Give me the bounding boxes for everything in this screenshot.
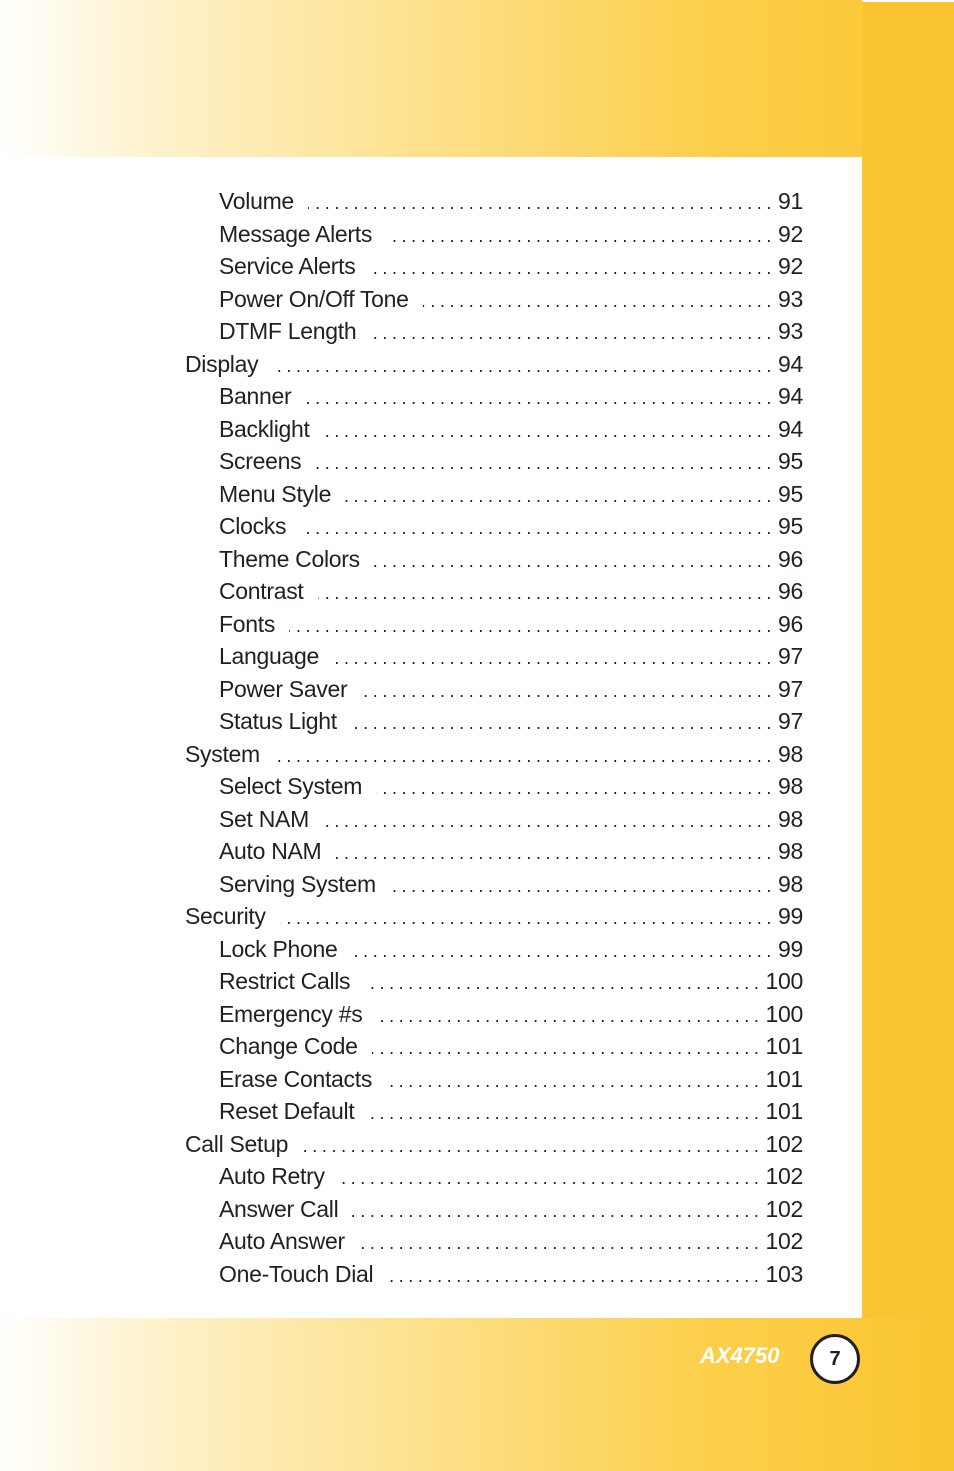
toc-entry-title: Select System: [219, 773, 363, 799]
toc-entry-title: Emergency #s: [219, 1000, 363, 1027]
toc-subentry[interactable]: [185, 416, 803, 449]
toc-entry-title: Reset Default: [219, 1098, 355, 1124]
toc-subentry[interactable]: [185, 773, 803, 806]
dot-leader: [351, 713, 776, 734]
dot-leader: [361, 681, 776, 702]
dot-leader: [315, 453, 776, 474]
dot-leader: [376, 1006, 763, 1027]
dot-leader: [352, 1201, 763, 1222]
table-of-contents: [185, 188, 803, 1293]
toc-entry-page: 98: [778, 838, 803, 864]
toc-subentry[interactable]: [185, 1261, 803, 1294]
dot-leader: [345, 486, 776, 507]
dot-leader: [318, 583, 776, 604]
dot-leader: [324, 421, 776, 442]
dot-leader: [274, 746, 776, 767]
toc-entry-title: Answer Call: [219, 1195, 339, 1222]
toc-subentry[interactable]: [185, 1163, 803, 1196]
toc-entry-title: Menu Style: [219, 480, 332, 507]
toc-entry-page: 98: [778, 870, 803, 897]
toc-subentry[interactable]: [185, 221, 803, 254]
toc-entry-title: Set NAM: [219, 805, 309, 832]
toc-subentry[interactable]: [185, 1033, 803, 1066]
toc-entry-page: 96: [778, 545, 803, 572]
toc-entry-title: Auto NAM: [219, 838, 322, 864]
toc-entry-page: 96: [778, 610, 803, 637]
dot-leader: [280, 908, 776, 929]
dot-leader: [308, 193, 776, 214]
dot-leader: [351, 941, 776, 962]
dot-leader: [305, 388, 776, 409]
dot-leader: [302, 1136, 763, 1157]
toc-entry-page: 99: [778, 903, 803, 929]
toc-entry-page: 93: [778, 318, 803, 344]
toc-subentry[interactable]: [185, 1001, 803, 1034]
toc-entry[interactable]: [185, 903, 803, 936]
toc-entry-title: Restrict Calls: [219, 968, 351, 994]
toc-subentry[interactable]: [185, 546, 803, 579]
toc-subentry[interactable]: [185, 448, 803, 481]
toc-entry-page: 101: [765, 1065, 803, 1092]
toc-subentry[interactable]: [185, 936, 803, 969]
toc-subentry[interactable]: [185, 253, 803, 286]
toc-entry-page: 92: [778, 220, 803, 247]
toc-entry-page: 94: [778, 350, 803, 377]
dot-leader: [359, 1233, 764, 1254]
toc-entry-title: Auto Retry: [219, 1163, 325, 1189]
toc-subentry[interactable]: [185, 806, 803, 839]
toc-subentry[interactable]: [185, 383, 803, 416]
toc-entry-title: One-Touch Dial: [219, 1260, 374, 1287]
toc-entry-page: 98: [778, 773, 803, 799]
toc-subentry[interactable]: [185, 318, 803, 351]
dot-leader: [387, 1266, 763, 1287]
toc-entry-page: 96: [778, 578, 803, 604]
dot-leader: [323, 811, 776, 832]
toc-entry-page: 97: [778, 675, 803, 702]
toc-entry-page: 102: [765, 1130, 803, 1157]
toc-entry-title: Serving System: [219, 870, 376, 897]
toc-entry-page: 95: [778, 513, 803, 539]
toc-entry-page: 100: [765, 968, 803, 994]
dot-leader: [272, 356, 776, 377]
dot-leader: [333, 648, 776, 669]
toc-entry-title: Power On/Off Tone: [219, 285, 409, 312]
toc-entry-page: 97: [778, 708, 803, 734]
toc-subentry[interactable]: [185, 286, 803, 319]
toc-subentry[interactable]: [185, 611, 803, 644]
toc-entry-title: Language: [219, 643, 319, 669]
dot-leader: [376, 778, 776, 799]
dot-leader: [372, 1038, 764, 1059]
toc-entry-title: Backlight: [219, 415, 310, 442]
model-name: AX4750: [700, 1343, 780, 1368]
dot-leader: [289, 616, 776, 637]
dot-leader: [369, 258, 776, 279]
toc-entry-page: 102: [765, 1163, 803, 1189]
toc-entry-title: Fonts: [219, 610, 276, 637]
toc-subentry[interactable]: [185, 838, 803, 871]
dot-leader: [370, 323, 776, 344]
toc-subentry[interactable]: [185, 188, 803, 221]
toc-entry-page: 98: [778, 805, 803, 832]
toc-subentry[interactable]: [185, 481, 803, 514]
toc-entry-page: 99: [778, 935, 803, 962]
toc-entry-page: 101: [765, 1098, 803, 1124]
toc-entry-page: 93: [778, 285, 803, 312]
toc-entry-page: 103: [765, 1260, 803, 1287]
toc-entry-title: Lock Phone: [219, 935, 338, 962]
toc-subentry[interactable]: [185, 968, 803, 1001]
toc-entry-title: Clocks: [219, 513, 287, 539]
toc-subentry[interactable]: [185, 1196, 803, 1229]
toc-entry-title: Contrast: [219, 578, 304, 604]
toc-subentry[interactable]: [185, 513, 803, 546]
toc-entry-title: Service Alerts: [219, 253, 356, 279]
toc-subentry[interactable]: [185, 578, 803, 611]
toc-subentry[interactable]: [185, 1228, 803, 1261]
dot-leader: [386, 1071, 763, 1092]
page-number: 7: [829, 1347, 841, 1370]
toc-entry-title: Status Light: [219, 708, 337, 734]
toc-entry-title: Banner: [219, 383, 292, 409]
toc-subentry[interactable]: [185, 871, 803, 904]
toc-entry-title: Theme Colors: [219, 545, 360, 572]
toc-entry-page: 91: [778, 188, 803, 214]
dot-leader: [390, 876, 776, 897]
dot-leader: [374, 551, 776, 572]
toc-entry-page: 100: [765, 1000, 803, 1027]
toc-entry-title: Display: [185, 350, 259, 377]
toc-entry-title: Screens: [219, 448, 302, 474]
toc-subentry[interactable]: [185, 643, 803, 676]
page-number-badge: [810, 1334, 860, 1384]
bottom-gradient-band: [0, 1318, 954, 1471]
dot-leader: [368, 1103, 763, 1124]
toc-entry[interactable]: [185, 351, 803, 384]
toc-entry-title: Power Saver: [219, 675, 348, 702]
toc-subentry[interactable]: [185, 676, 803, 709]
toc-entry-page: 102: [765, 1228, 803, 1254]
dot-leader: [335, 843, 776, 864]
toc-entry-title: Security: [185, 903, 266, 929]
dot-leader: [386, 226, 776, 247]
toc-subentry[interactable]: [185, 708, 803, 741]
toc-entry-title: Auto Answer: [219, 1228, 345, 1254]
toc-entry-title: Call Setup: [185, 1130, 289, 1157]
toc-entry[interactable]: [185, 1131, 803, 1164]
toc-entry-page: 94: [778, 415, 803, 442]
top-gradient-band: [0, 0, 954, 157]
toc-entry-page: 102: [765, 1195, 803, 1222]
toc-entry-title: Change Code: [219, 1033, 358, 1059]
toc-entry-title: Message Alerts: [219, 220, 373, 247]
toc-entry-title: System: [185, 740, 260, 767]
toc-entry-title: Volume: [219, 188, 294, 214]
toc-entry-title: DTMF Length: [219, 318, 357, 344]
toc-entry-page: 97: [778, 643, 803, 669]
toc-subentry[interactable]: [185, 1098, 803, 1131]
dot-leader: [339, 1168, 764, 1189]
right-color-strip: [862, 0, 954, 1471]
dot-leader: [364, 973, 763, 994]
dot-leader: [423, 291, 776, 312]
toc-entry-page: 95: [778, 448, 803, 474]
toc-entry[interactable]: [185, 741, 803, 774]
dot-leader: [300, 518, 776, 539]
toc-subentry[interactable]: [185, 1066, 803, 1099]
corner-line: [862, 0, 954, 2]
toc-entry-title: Erase Contacts: [219, 1065, 373, 1092]
toc-entry-page: 101: [765, 1033, 803, 1059]
toc-entry-page: 98: [778, 740, 803, 767]
toc-entry-page: 95: [778, 480, 803, 507]
toc-entry-page: 94: [778, 383, 803, 409]
toc-entry-page: 92: [778, 253, 803, 279]
